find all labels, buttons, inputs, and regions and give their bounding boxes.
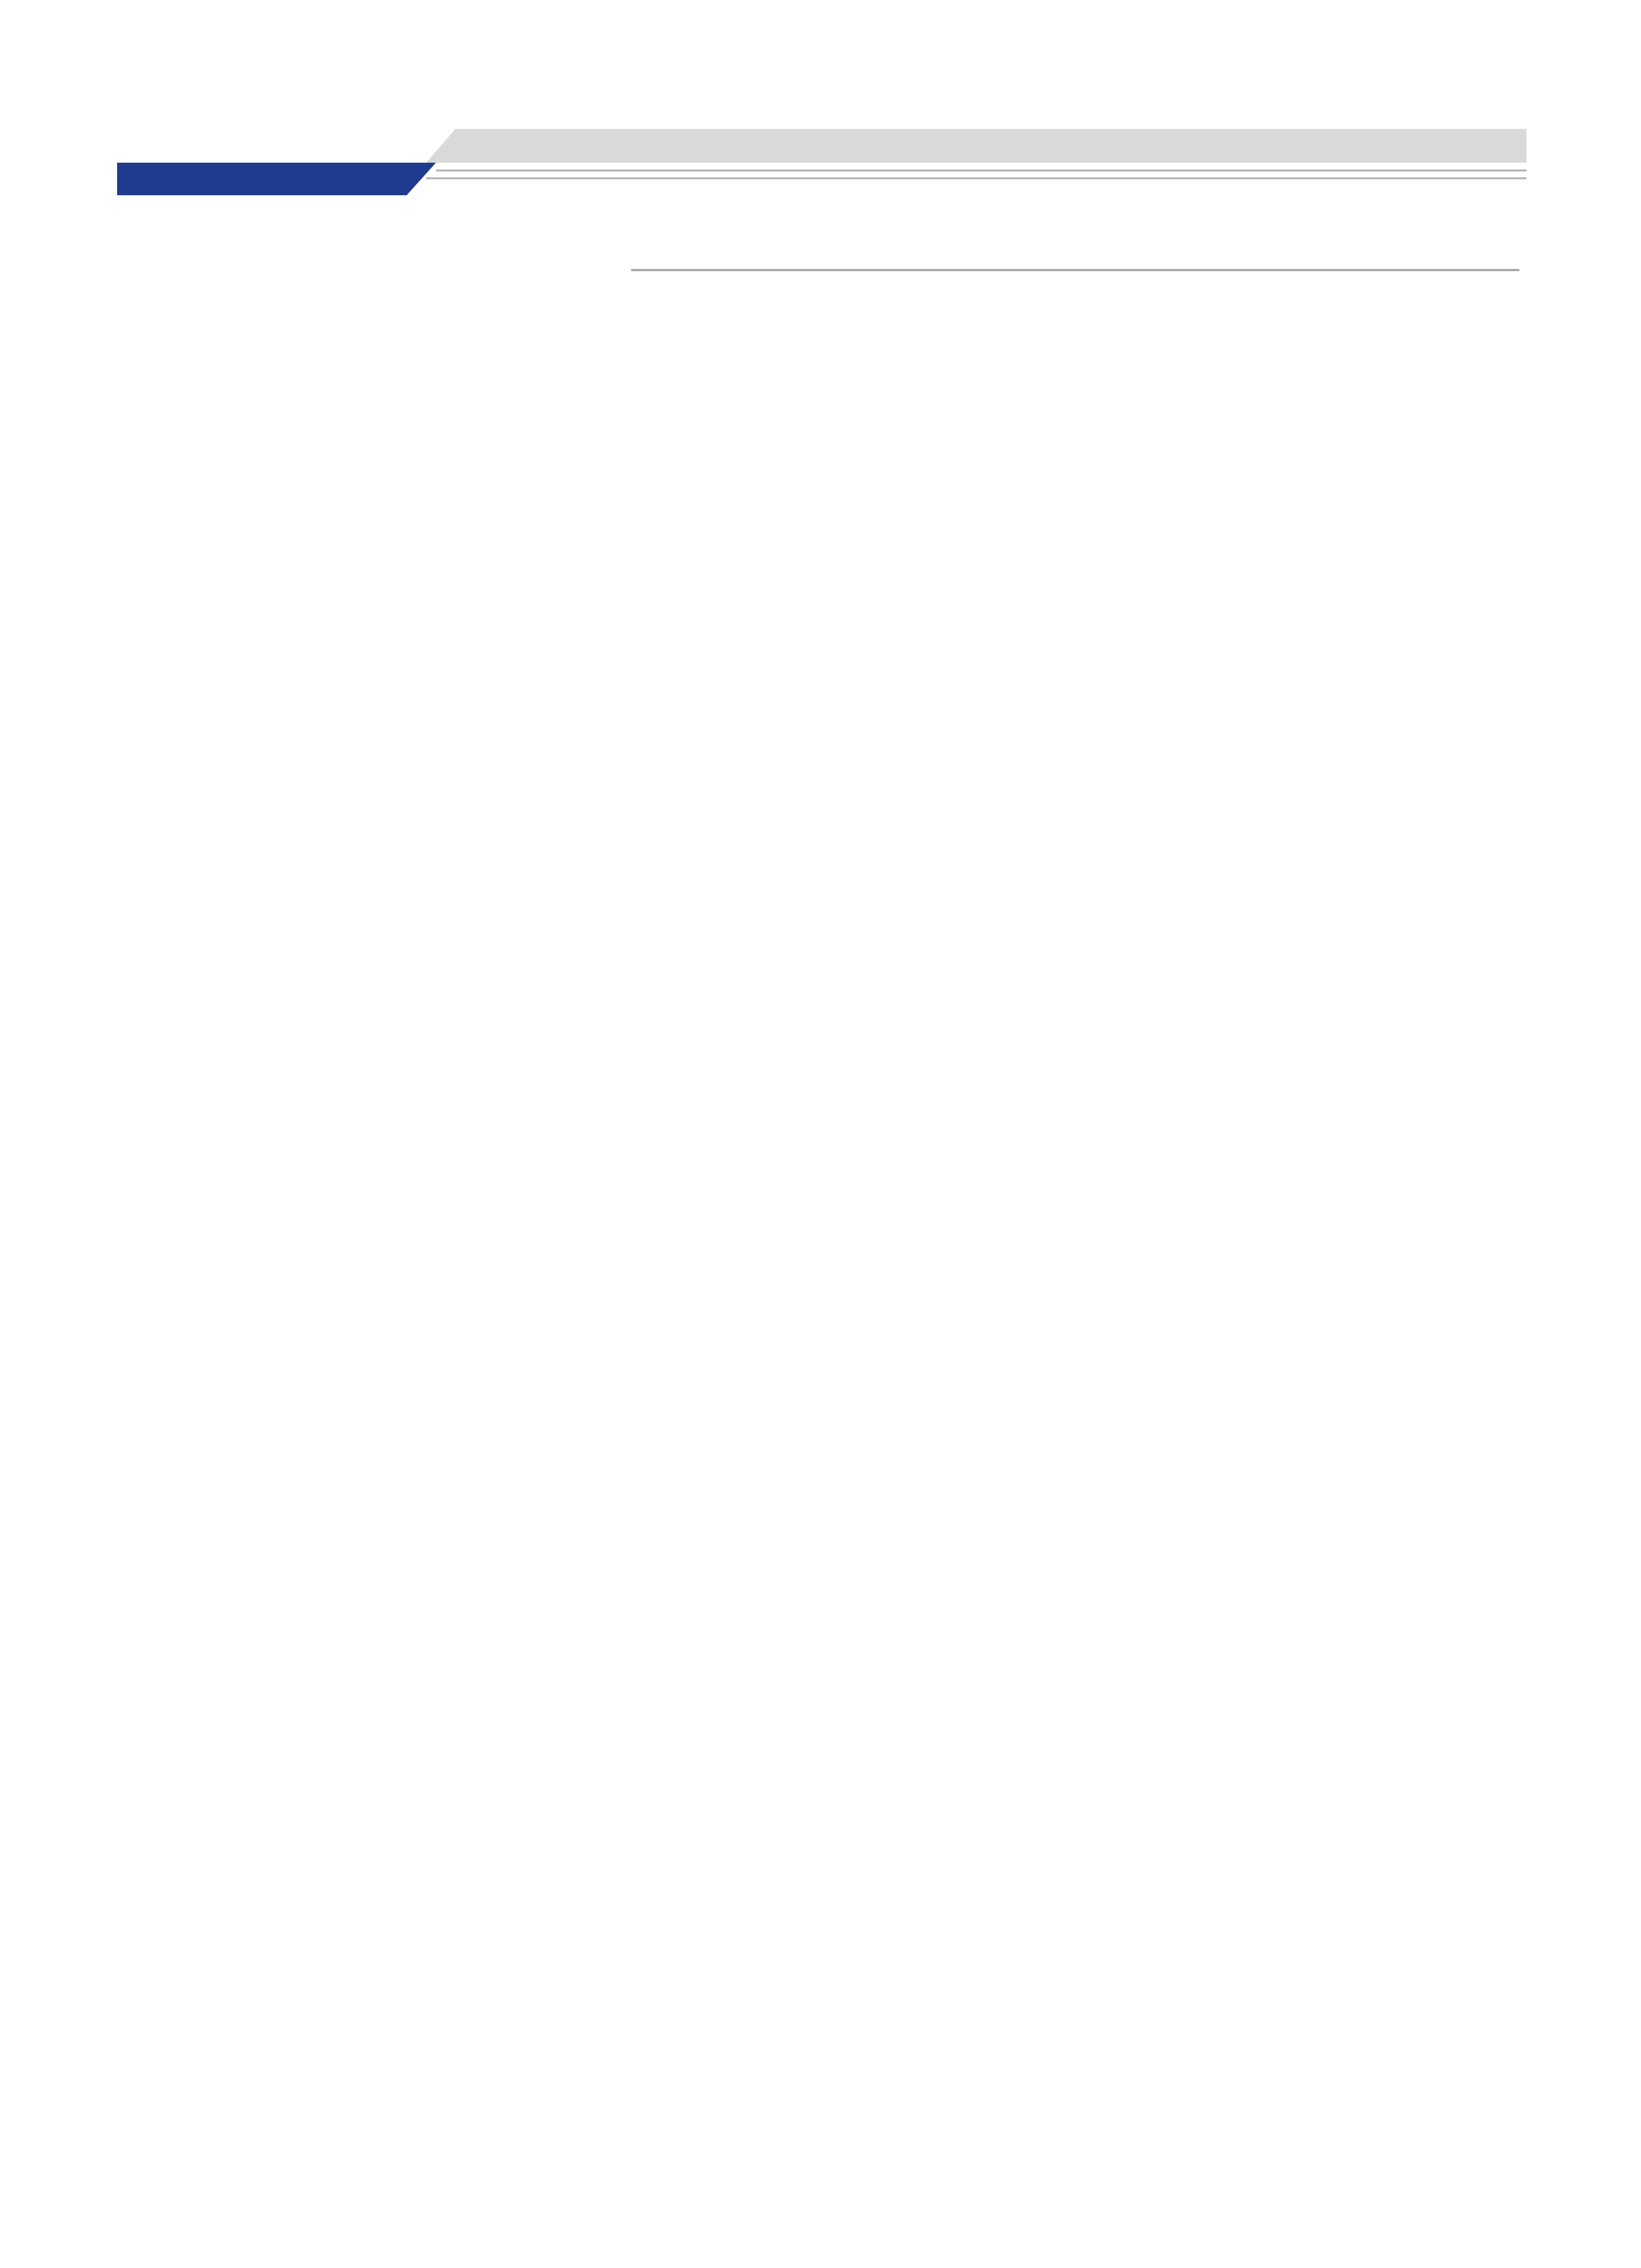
section-market-diagnosis bbox=[166, 1702, 1526, 1767]
section-main-line bbox=[166, 1702, 1526, 1759]
section-construction-orders bbox=[166, 400, 1526, 465]
section-construction-employment bbox=[166, 1422, 1526, 1487]
section-main-line bbox=[166, 400, 1526, 458]
section-main-line bbox=[166, 761, 1526, 819]
section-main-line bbox=[166, 1422, 1526, 1479]
section-construction-prices bbox=[166, 976, 1526, 1041]
section-main-line bbox=[166, 976, 1526, 1033]
section-construction-completion bbox=[166, 761, 1526, 827]
summary-heading-decoration bbox=[0, 0, 1641, 390]
